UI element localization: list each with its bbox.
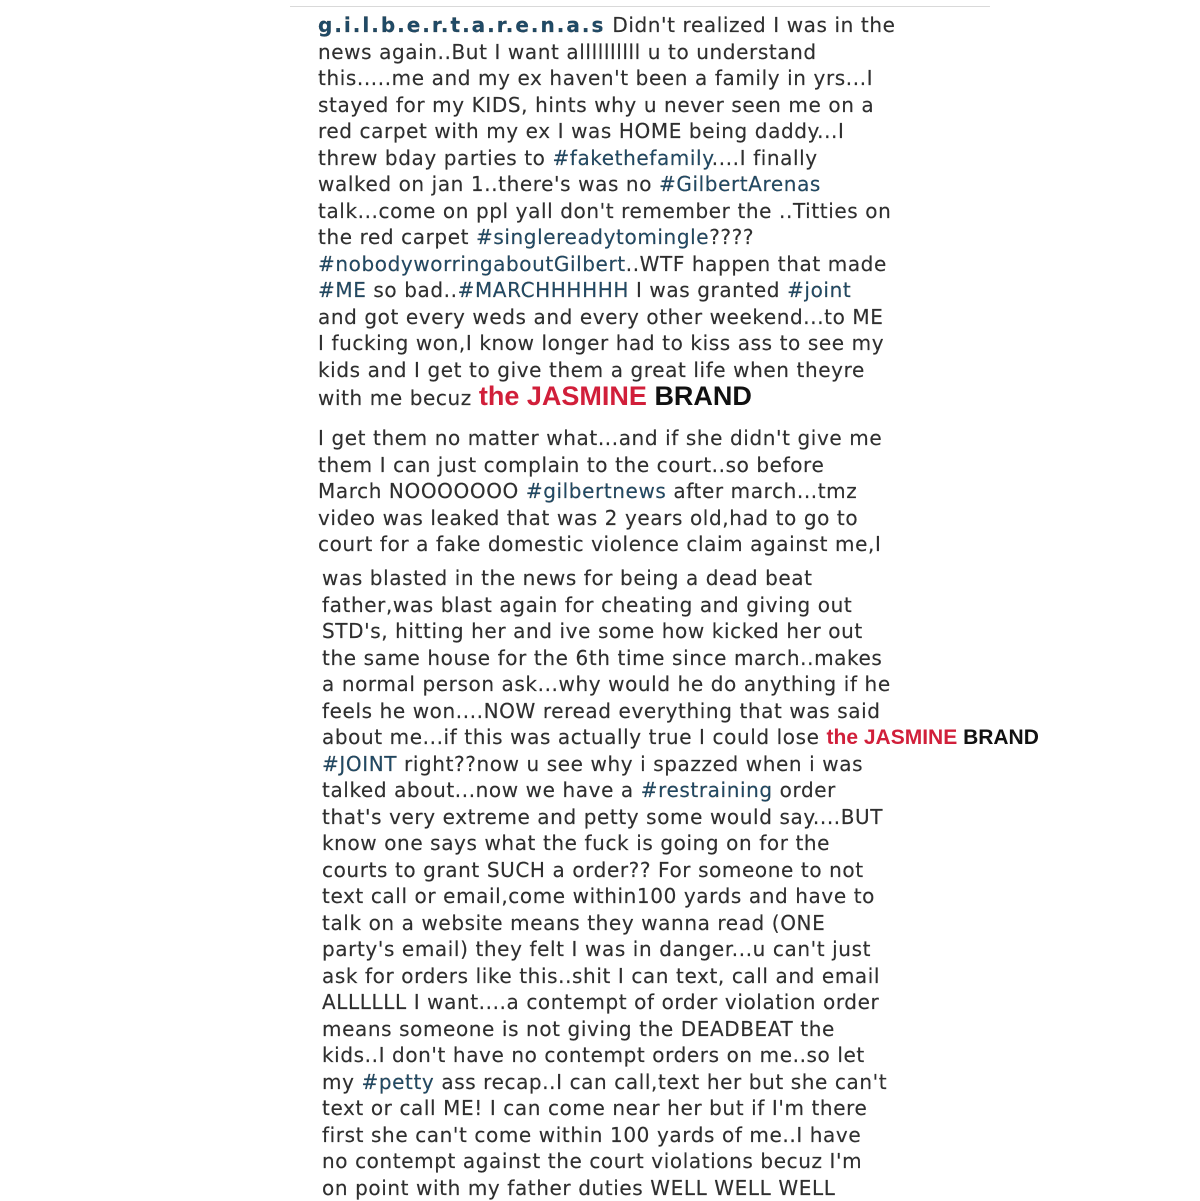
caption-text: talk on a website means they wanna read (ONE: [322, 911, 825, 935]
caption-text: talked about...now we have a: [322, 778, 641, 802]
caption-text: no contempt against the court violations becuz I'm: [322, 1149, 862, 1173]
caption-line: [322, 1016, 1039, 1043]
caption-text: news again..But I want allllllllll u to understand: [318, 40, 817, 64]
caption-line: [322, 1122, 1039, 1149]
caption-text: ....I finally: [712, 146, 818, 170]
caption-text: talk...come on ppl yall don't remember the ..Titties on: [318, 199, 891, 223]
watermark-word: the: [827, 726, 859, 749]
caption-part-2: [318, 425, 882, 558]
caption-text: text or call ME! I can come near her but if I'm there: [322, 1096, 867, 1120]
watermark-word: the: [479, 381, 520, 411]
caption-line: [322, 1148, 1039, 1175]
caption-line: [322, 671, 1039, 698]
caption-line: [322, 751, 1039, 778]
caption-line: [318, 92, 896, 119]
caption-text: order: [773, 778, 836, 802]
caption-text: ????: [709, 225, 754, 249]
caption-text: I get them no matter what...and if she didn't give me: [318, 426, 882, 450]
caption-line: [322, 883, 1039, 910]
caption-text: and got every weds and every other weekend...to ME: [318, 305, 884, 329]
caption-line: [322, 592, 1039, 619]
caption-text: kids..I don't have no contempt orders on me..so let: [322, 1043, 865, 1067]
caption-line: [322, 936, 1039, 963]
caption-text: my: [322, 1070, 361, 1094]
caption-part-3: [322, 565, 1039, 1201]
caption-text: I was granted: [629, 278, 787, 302]
caption-text: kids and I get to give them a great life when theyre: [318, 358, 865, 382]
caption-line: [322, 857, 1039, 884]
caption-line: [318, 65, 896, 92]
hashtag-link[interactable]: #gilbertnews: [526, 479, 667, 503]
caption-line: [318, 198, 896, 225]
watermark-the-jasmine-brand: [827, 726, 1039, 749]
caption-text: about me...if this was actually true I could lose: [322, 725, 827, 749]
caption-line: [322, 1069, 1039, 1096]
caption-text: on point with my father duties WELL WELL WELL: [322, 1176, 835, 1200]
watermark-word: JASMINE: [864, 726, 957, 749]
caption-text: know one says what the fuck is going on for the: [322, 831, 830, 855]
caption-text: a normal person ask...why would he do anything if he: [322, 672, 891, 696]
hashtag-link[interactable]: #petty: [361, 1070, 434, 1094]
hashtag-link[interactable]: #fakethefamily: [552, 146, 711, 170]
caption-line: [322, 724, 1039, 751]
caption-text: this.....me and my ex haven't been a family in yrs...I: [318, 66, 873, 90]
caption-line: [318, 39, 896, 66]
caption-line: [322, 804, 1039, 831]
caption-text: means someone is not giving the DEADBEAT the: [322, 1017, 835, 1041]
watermark-word: BRAND: [963, 726, 1039, 749]
caption-text: that's very extreme and petty some would say....BUT: [322, 805, 883, 829]
caption-text: walked on jan 1..there's was no: [318, 172, 659, 196]
caption-text: first she can't come within 100 yards of me..I have: [322, 1123, 861, 1147]
hashtag-link[interactable]: #GilbertArenas: [659, 172, 821, 196]
caption-line: [322, 1042, 1039, 1069]
caption-text: ..WTF happen that made: [626, 252, 887, 276]
caption-text: with me becuz: [318, 386, 479, 410]
caption-text: the red carpet: [318, 225, 476, 249]
caption-text: Didn't realized I was in the: [605, 13, 895, 37]
caption-line: [318, 330, 896, 357]
caption-line: [318, 478, 882, 505]
caption-text: I fucking won,I know longer had to kiss ass to see my: [318, 331, 884, 355]
caption-line: [322, 645, 1039, 672]
hashtag-link[interactable]: #ME: [318, 278, 366, 302]
caption-line: [318, 304, 896, 331]
caption-text: feels he won....NOW reread everything that was said: [322, 699, 881, 723]
caption-text: was blasted in the news for being a dead beat: [322, 566, 813, 590]
username-link[interactable]: g.i.l.b.e.r.t.a.r.e.n.a.s: [318, 13, 605, 37]
caption-line: [318, 251, 896, 278]
caption-line: [322, 777, 1039, 804]
caption-line: [318, 171, 896, 198]
caption-text: court for a fake domestic violence claim against me,I: [318, 532, 881, 556]
caption-line: [322, 1175, 1039, 1201]
top-divider: [290, 6, 990, 7]
caption-text: them I can just complain to the court..so before: [318, 453, 824, 477]
hashtag-link[interactable]: #JOINT: [322, 752, 397, 776]
caption-text: red carpet with my ex I was HOME being daddy...I: [318, 119, 845, 143]
caption-text: courts to grant SUCH a order?? For someone to not: [322, 858, 864, 882]
caption-line: [322, 963, 1039, 990]
hashtag-link[interactable]: #joint: [787, 278, 851, 302]
hashtag-link[interactable]: #restraining: [641, 778, 773, 802]
caption-line: [318, 145, 896, 172]
caption-text: text call or email,come within100 yards and have to: [322, 884, 875, 908]
watermark-word: BRAND: [654, 381, 752, 411]
hashtag-link[interactable]: #nobodyworringaboutGilbert: [318, 252, 626, 276]
caption-text: ass recap..I can call,text her but she can't: [434, 1070, 887, 1094]
caption-text: video was leaked that was 2 years old,had to go to: [318, 506, 858, 530]
caption-line: [318, 12, 896, 39]
caption-line: [322, 698, 1039, 725]
caption-text: so bad..: [366, 278, 457, 302]
caption-line: [318, 452, 882, 479]
watermark-word: JASMINE: [527, 381, 647, 411]
caption-line: [318, 425, 882, 452]
caption-text: after march...tmz: [666, 479, 857, 503]
caption-line: [322, 565, 1039, 592]
caption-line: [322, 1095, 1039, 1122]
caption-part-1: [318, 12, 896, 410]
caption-line: [322, 910, 1039, 937]
caption-line: [318, 505, 882, 532]
caption-line: [318, 224, 896, 251]
hashtag-link[interactable]: #singlereadytomingle: [476, 225, 709, 249]
watermark-the-jasmine-brand: [479, 381, 752, 411]
caption-line: [318, 277, 896, 304]
caption-line: [318, 383, 896, 410]
caption-text: party's email) they felt I was in danger...u can't just: [322, 937, 871, 961]
caption-line: [322, 989, 1039, 1016]
caption-line: [318, 531, 882, 558]
caption-line: [318, 118, 896, 145]
caption-line: [318, 357, 896, 384]
caption-line: [322, 830, 1039, 857]
caption-text: ask for orders like this..shit I can text, call and email: [322, 964, 880, 988]
caption-text: father,was blast again for cheating and giving out: [322, 593, 852, 617]
caption-text: STD's, hitting her and ive some how kicked her out: [322, 619, 863, 643]
caption-text: ALLLLLL I want....a contempt of order violation order: [322, 990, 879, 1014]
caption-text: right??now u see why i spazzed when i was: [397, 752, 863, 776]
caption-text: March NOOOOOOO: [318, 479, 526, 503]
caption-text: the same house for the 6th time since march..makes: [322, 646, 882, 670]
hashtag-link[interactable]: #MARCHHHHHH: [458, 278, 629, 302]
caption-text: threw bday parties to: [318, 146, 552, 170]
caption-line: [322, 618, 1039, 645]
caption-text: stayed for my KIDS, hints why u never seen me on a: [318, 93, 874, 117]
